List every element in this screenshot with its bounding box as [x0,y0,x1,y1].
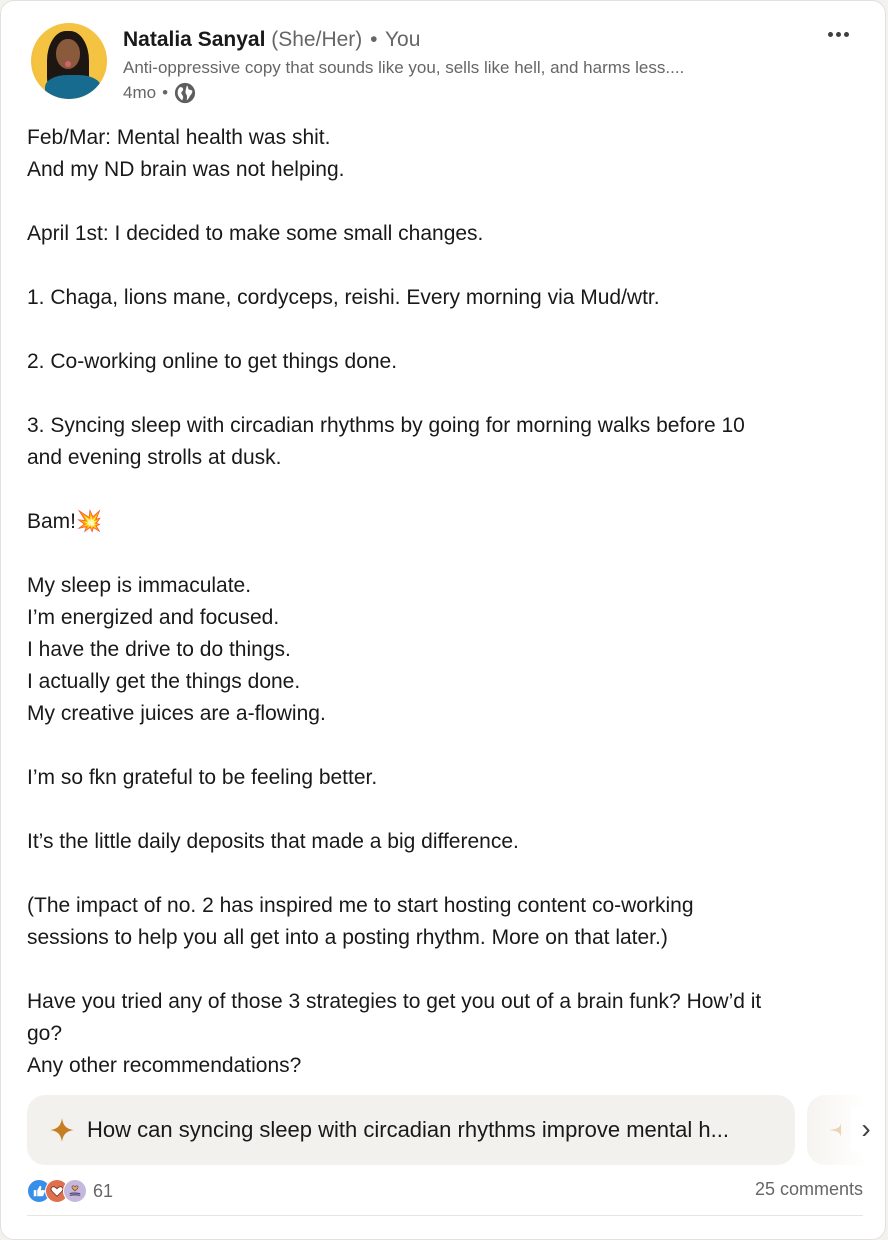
body-spacer [27,538,857,570]
globe-icon [174,82,196,104]
comments-count-link[interactable]: 25 comments [754,1179,863,1199]
more-options-button[interactable] [823,23,853,45]
post-time: 4mo [123,83,157,102]
body-line: and evening strolls at dusk. [27,446,282,469]
separator-dot: • [370,28,378,51]
body-line: Feb/Mar: Mental health was shit. [27,126,331,149]
body-line: And my ND brain was not helping. [27,158,345,181]
body-spacer [27,314,857,346]
avatar[interactable] [31,23,107,99]
more-horizontal-icon [828,32,833,37]
author-relation: You [384,28,421,51]
carousel-next-button[interactable]: › [851,1107,881,1151]
reactions-summary[interactable] [27,1179,113,1203]
body-line: sessions to help you all get into a posting rhythm. More on that later.) [27,926,668,949]
body-line: My creative juices are a-flowing. [27,702,326,725]
body-line: 2. Co-working online to get things done. [27,350,398,373]
sparkle-icon [829,1123,841,1137]
body-line: Any other recommendations? [27,1054,302,1077]
body-line: 1. Chaga, lions mane, cordyceps, reishi. Every morning via Mud/wtr. [27,286,660,309]
post-meta [123,82,196,104]
sparkle-icon [49,1117,75,1143]
separator-dot: • [162,83,169,102]
body-line: It’s the little daily deposits that made a big difference. [27,830,519,853]
avatar-shirt [45,75,101,99]
post-body [27,122,857,1082]
post-header [29,21,865,101]
body-line: (The impact of no. 2 has inspired me to start hosting content co-working [27,894,694,917]
body-spacer [27,250,857,282]
body-spacer [27,794,857,826]
avatar-tongue [65,61,71,67]
body-line: I’m energized and focused. [27,606,280,629]
author-name[interactable]: Natalia Sanyal [123,28,266,51]
body-line: My sleep is immaculate. [27,574,252,597]
more-horizontal-icon [844,32,849,37]
suggestion-chip[interactable] [27,1095,795,1165]
body-line: Bam!💥 [27,510,103,533]
body-line: Have you tried any of those 3 strategies to get you out of a brain funk? How’d it [27,990,762,1013]
reaction-count: 61 [93,1180,114,1201]
more-horizontal-icon [836,32,841,37]
body-spacer [27,474,857,506]
social-counts [27,1176,863,1208]
suggestion-text: How can syncing sleep with circadian rhythms improve mental h... [87,1117,729,1142]
author-pronouns: (She/Her) [271,28,363,51]
body-spacer [27,858,857,890]
body-line: go? [27,1022,63,1045]
body-spacer [27,730,857,762]
author-headline: Anti-oppressive copy that sounds like you, sells like hell, and harms less.... [123,58,685,77]
body-spacer [27,378,857,410]
body-line: I have the drive to do things. [27,638,291,661]
divider [27,1215,863,1216]
body-line: 3. Syncing sleep with circadian rhythms by going for morning walks before 10 [27,414,745,437]
body-line: I’m so fkn grateful to be feeling better. [27,766,378,789]
body-line: April 1st: I decided to make some small changes. [27,222,484,245]
body-spacer [27,954,857,986]
author-line [123,27,420,53]
suggestion-carousel [27,1095,888,1165]
body-line: I actually get the things done. [27,670,301,693]
support-icon [63,1179,87,1203]
body-spacer [27,186,857,218]
